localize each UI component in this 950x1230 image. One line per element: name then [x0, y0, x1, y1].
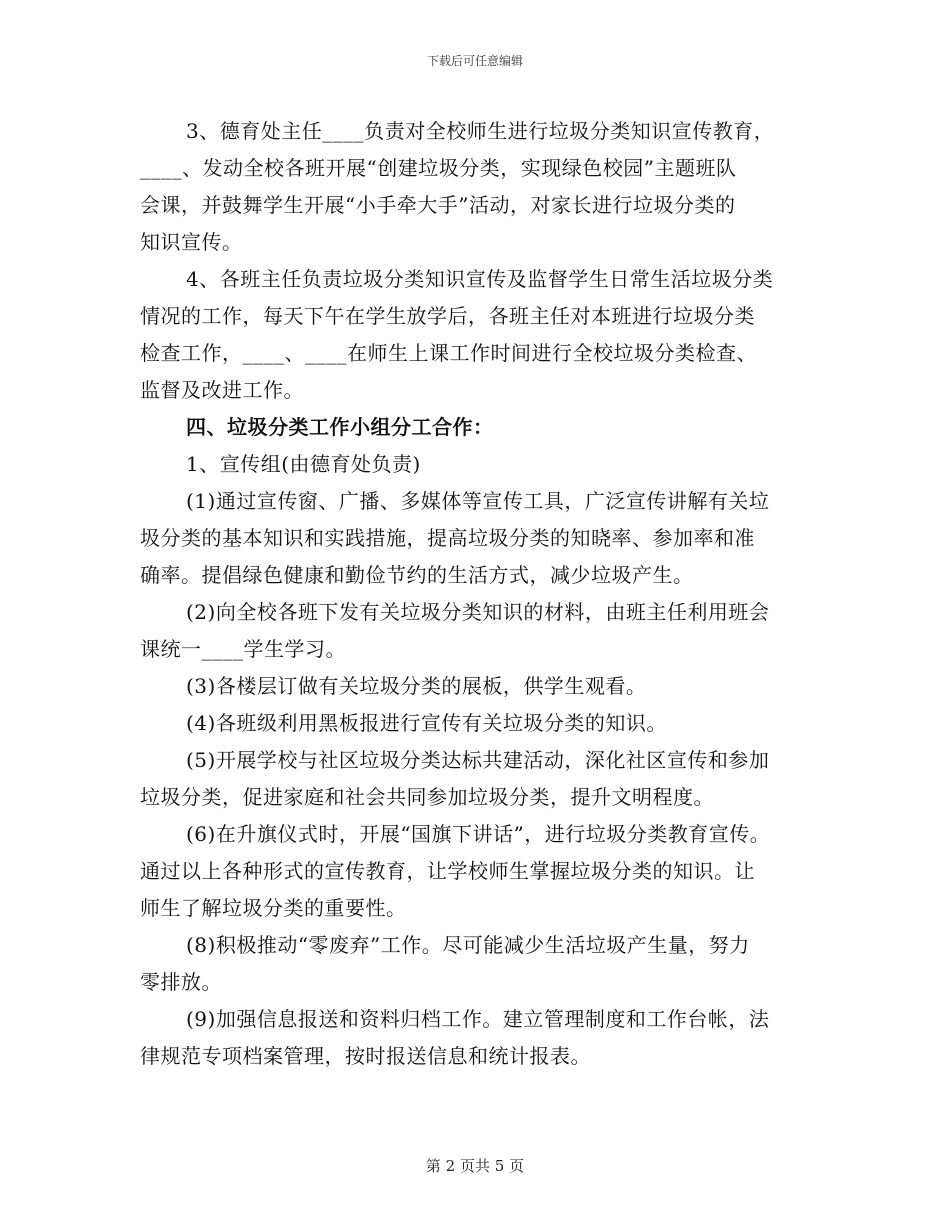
document-body	[140, 113, 820, 1075]
paragraph-line: 确率。提倡绿色健康和勤俭节约的生活方式，减少垃圾产生。	[140, 563, 694, 587]
paragraph-line: 垃圾分类，促进家庭和社会共同参加垃圾分类，提升文明程度。	[140, 785, 714, 809]
paragraph-line: 零排放。	[140, 970, 222, 994]
paragraph-line: (3)各楼层订做有关垃圾分类的展板，供学生观看。	[186, 674, 647, 698]
paragraph-line: 4、各班主任负责垃圾分类知识宣传及监督学生日常生活垃圾分类	[186, 267, 774, 291]
subsection-heading: 1、宣传组(由德育处负责)	[186, 452, 421, 476]
section-heading: 四、垃圾分类工作小组分工合作：	[186, 415, 494, 439]
page-header: 下载后可任意编辑	[426, 54, 523, 68]
paragraph-line: ____、发动全校各班开展“创建垃圾分类，实现绿色校园”主题班队	[140, 156, 737, 180]
paragraph-line: 检查工作，____、____在师生上课工作时间进行全校垃圾分类检查、	[140, 341, 757, 365]
paragraph-line: (8)积极推动“零废弃”工作。尽可能减少生活垃圾产生量，努力	[186, 933, 750, 957]
paragraph-line: 课统一____学生学习。	[140, 637, 346, 661]
paragraph-line: (1)通过宣传窗、广播、多媒体等宣传工具，广泛宣传讲解有关垃	[186, 489, 770, 513]
paragraph-line: 通过以上各种形式的宣传教育，让学校师生掌握垃圾分类的知识。让	[140, 859, 755, 883]
paragraph-line: 3、德育处主任____负责对全校师生进行垃圾分类知识宣传教育，	[186, 119, 775, 143]
page-number: 第 2 页共 5 页	[425, 1157, 525, 1175]
paragraph-line: (9)加强信息报送和资料归档工作。建立管理制度和工作台帐，法	[186, 1007, 770, 1031]
paragraph-line: 师生了解垃圾分类的重要性。	[140, 896, 407, 920]
paragraph-line: 会课，并鼓舞学生开展“小手牵大手”活动，对家长进行垃圾分类的	[140, 193, 736, 217]
paragraph-line: (4)各班级利用黑板报进行宣传有关垃圾分类的知识。	[186, 711, 667, 735]
paragraph-line: 知识宣传。	[140, 230, 243, 254]
paragraph-line: 情况的工作，每天下午在学生放学后，各班主任对本班进行垃圾分类	[140, 304, 755, 328]
paragraph-line: 圾分类的基本知识和实践措施，提高垃圾分类的知晓率、参加率和准	[140, 526, 755, 550]
paragraph-line: (6)在升旗仪式时，开展“国旗下讲话”，进行垃圾分类教育宣传。	[186, 822, 771, 846]
paragraph-line: (5)开展学校与社区垃圾分类达标共建活动，深化社区宣传和参加	[186, 748, 770, 772]
paragraph-line: 律规范专项档案管理，按时报送信息和统计报表。	[140, 1044, 591, 1068]
paragraph-line: 监督及改进工作。	[140, 378, 304, 402]
paragraph-line: (2)向全校各班下发有关垃圾分类知识的材料，由班主任利用班会	[186, 600, 770, 624]
